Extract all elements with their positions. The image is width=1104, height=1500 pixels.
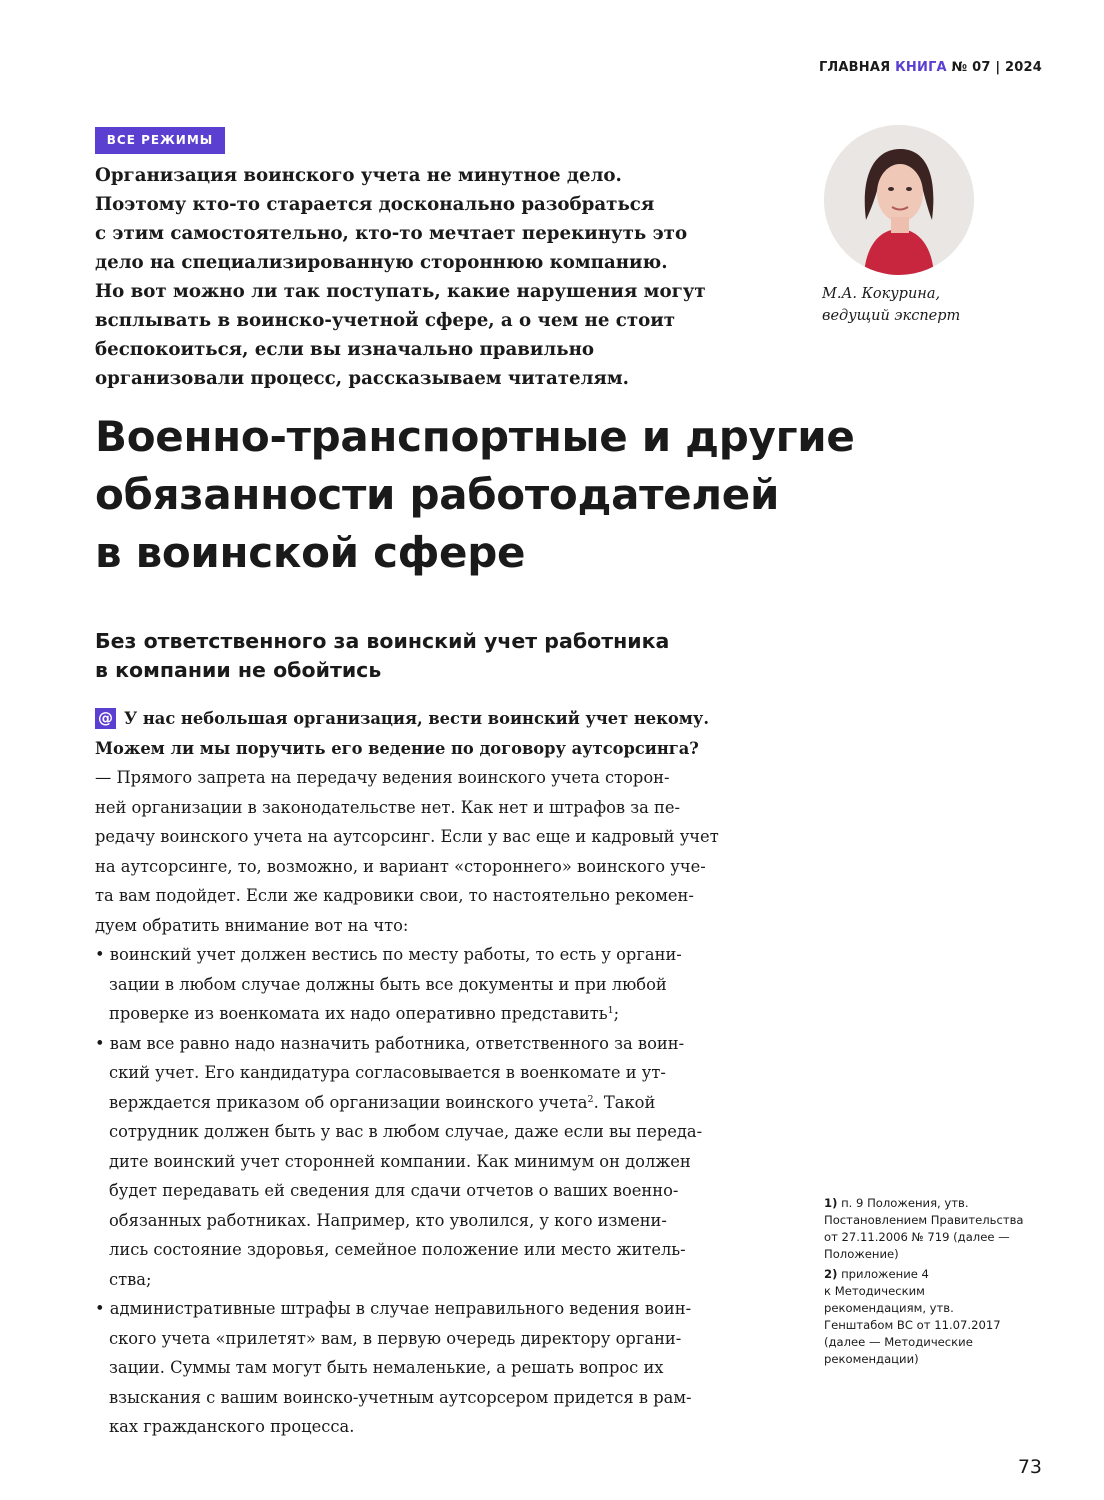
answer-line: редачу воинского учета на аутсорсинг. Если у вас еще и кадровый учет [95, 827, 719, 846]
lead-line: беспокоиться, если вы изначально правильно [95, 339, 595, 360]
bullet-line: сотрудник должен быть у вас в любом случае, даже если вы переда- [109, 1122, 703, 1141]
masthead-word-2: КНИГА [895, 60, 947, 75]
bullet-line: дите воинский учет сторонней компании. Как минимум он должен [109, 1151, 691, 1171]
page-number: 73 [1017, 1456, 1042, 1478]
answer-line: на аутсорсинге, то, возможно, и вариант «стороннего» воинского уче- [95, 856, 706, 876]
answer-line: та вам подойдет. Если же кадровики свои, то настоятельно рекомен- [95, 886, 694, 905]
bullet-line: ства; [109, 1269, 152, 1289]
subtitle-line: Без ответственного за воинский учет работника [95, 629, 670, 653]
bullet-line: лись состояние здоровья, семейное положение или место житель- [109, 1240, 686, 1259]
footnote-line: рекомендациям, утв. [824, 1301, 954, 1315]
title-line: обязанности работодателей [95, 470, 780, 519]
lead-line: с этим самостоятельно, кто-то мечтает перекинуть это [95, 223, 688, 244]
footnote-2 [824, 1266, 1049, 1368]
issue-number: № 07 | 2024 [951, 60, 1042, 75]
answer-line: ней организации в законодательстве нет. Как нет и штрафов за пе- [95, 797, 680, 817]
footnote-line: Положение) [824, 1247, 899, 1261]
bullet-line: ского учета «прилетят» вам, в первую очередь директору органи- [109, 1328, 682, 1348]
footnote-line: (далее — Методические [824, 1335, 973, 1349]
section-heading [95, 627, 815, 685]
bullet-line: • вам все равно надо назначить работника, ответственного за воин- [95, 1033, 685, 1053]
footnote-line: Постановлением Правительства [824, 1213, 1024, 1227]
footnote-line: к Методическим [824, 1284, 925, 1298]
answer-line: — Прямого запрета на передачу ведения воинского учета сторон- [95, 768, 670, 787]
lead-line: Но вот можно ли так поступать, какие нарушения могут [95, 281, 706, 302]
footnote-ref[interactable]: 2 [587, 1093, 594, 1105]
footnote-ref[interactable]: 1 [607, 1005, 614, 1016]
bullet-text: проверке из военкомата их надо оперативно представить [109, 1004, 608, 1023]
answer-line: дуем обратить внимание вот на что: [95, 915, 409, 935]
footnote-line: от 27.11.2006 № 719 (далее — [824, 1230, 1010, 1244]
bullet-line: ский учет. Его кандидатура согласовывается в военкомате и ут- [109, 1063, 666, 1082]
footnote-text: приложение 4 [841, 1267, 929, 1281]
lead-line: организовали процесс, рассказываем читателям. [95, 368, 629, 389]
bullet-text: . Такой [593, 1092, 656, 1112]
lead-line: Поэтому кто-то старается досконально разобраться [95, 194, 655, 215]
question-line: Можем ли мы поручить его ведение по договору аутсорсинга? [95, 738, 699, 758]
title-line: в воинской сфере [95, 528, 526, 577]
bullet-line: взыскания с вашим воинско-учетным аутсорсером придется в рам- [109, 1387, 692, 1407]
lead-paragraph [95, 161, 795, 393]
bullet-line: ках гражданского процесса. [109, 1417, 355, 1436]
subtitle-line: в компании не обойтись [95, 658, 382, 682]
article-title [95, 408, 1055, 582]
title-line: Военно-транспортные и другие [95, 412, 855, 461]
footnote-text: п. 9 Положения, утв. [841, 1196, 969, 1210]
bullet-line: • воинский учет должен вестись по месту работы, то есть у органи- [95, 945, 682, 964]
footnote-line: Генштабом ВС от 11.07.2017 [824, 1318, 1001, 1332]
bullet-line [95, 999, 780, 1029]
bullet-line [95, 1088, 780, 1118]
lead-line: дело на специализированную стороннюю компанию. [95, 252, 668, 273]
masthead-word-1: ГЛАВНАЯ [818, 60, 891, 75]
bullet-line: зации. Суммы там могут быть немаленькие, а решать вопрос их [109, 1358, 664, 1377]
bullet-line: • административные штрафы в случае неправильного ведения воин- [95, 1299, 692, 1318]
footnote-line [824, 1195, 1049, 1212]
author-role: ведущий эксперт [822, 308, 961, 324]
magazine-masthead [819, 60, 1042, 75]
lead-line: всплывать в воинско-учетной сфере, а о чем не стоит [95, 310, 675, 331]
footnote-number: 2) [824, 1267, 838, 1281]
question-line [95, 704, 780, 734]
footnote-number: 1) [824, 1196, 838, 1210]
bullet-text: верждается приказом об организации воинского учета [109, 1092, 588, 1112]
author-portrait [824, 125, 974, 275]
footnote-line: рекомендации) [824, 1352, 919, 1366]
rubric-badge: ВСЕ РЕЖИМЫ [95, 127, 225, 154]
at-sign-icon: @ [95, 708, 116, 729]
bullet-line: будет передавать ей сведения для сдачи отчетов о ваших военно- [109, 1181, 679, 1200]
footnotes [824, 1195, 1049, 1371]
lead-line: Организация воинского учета не минутное дело. [95, 165, 622, 186]
author-name: М.А. Кокурина, [822, 286, 941, 302]
author-caption [822, 283, 960, 327]
bullet-line: зации в любом случае должны быть все документы и при любой [109, 974, 667, 994]
bullet-text: ; [613, 1004, 620, 1023]
footnote-line [824, 1266, 1049, 1283]
bullet-line: обязанных работниках. Например, кто уволился, у кого измени- [109, 1210, 667, 1230]
article-body [95, 704, 780, 1442]
footnote-1 [824, 1195, 1049, 1263]
question-text: У нас небольшая организация, вести воинский учет некому. [124, 709, 710, 728]
